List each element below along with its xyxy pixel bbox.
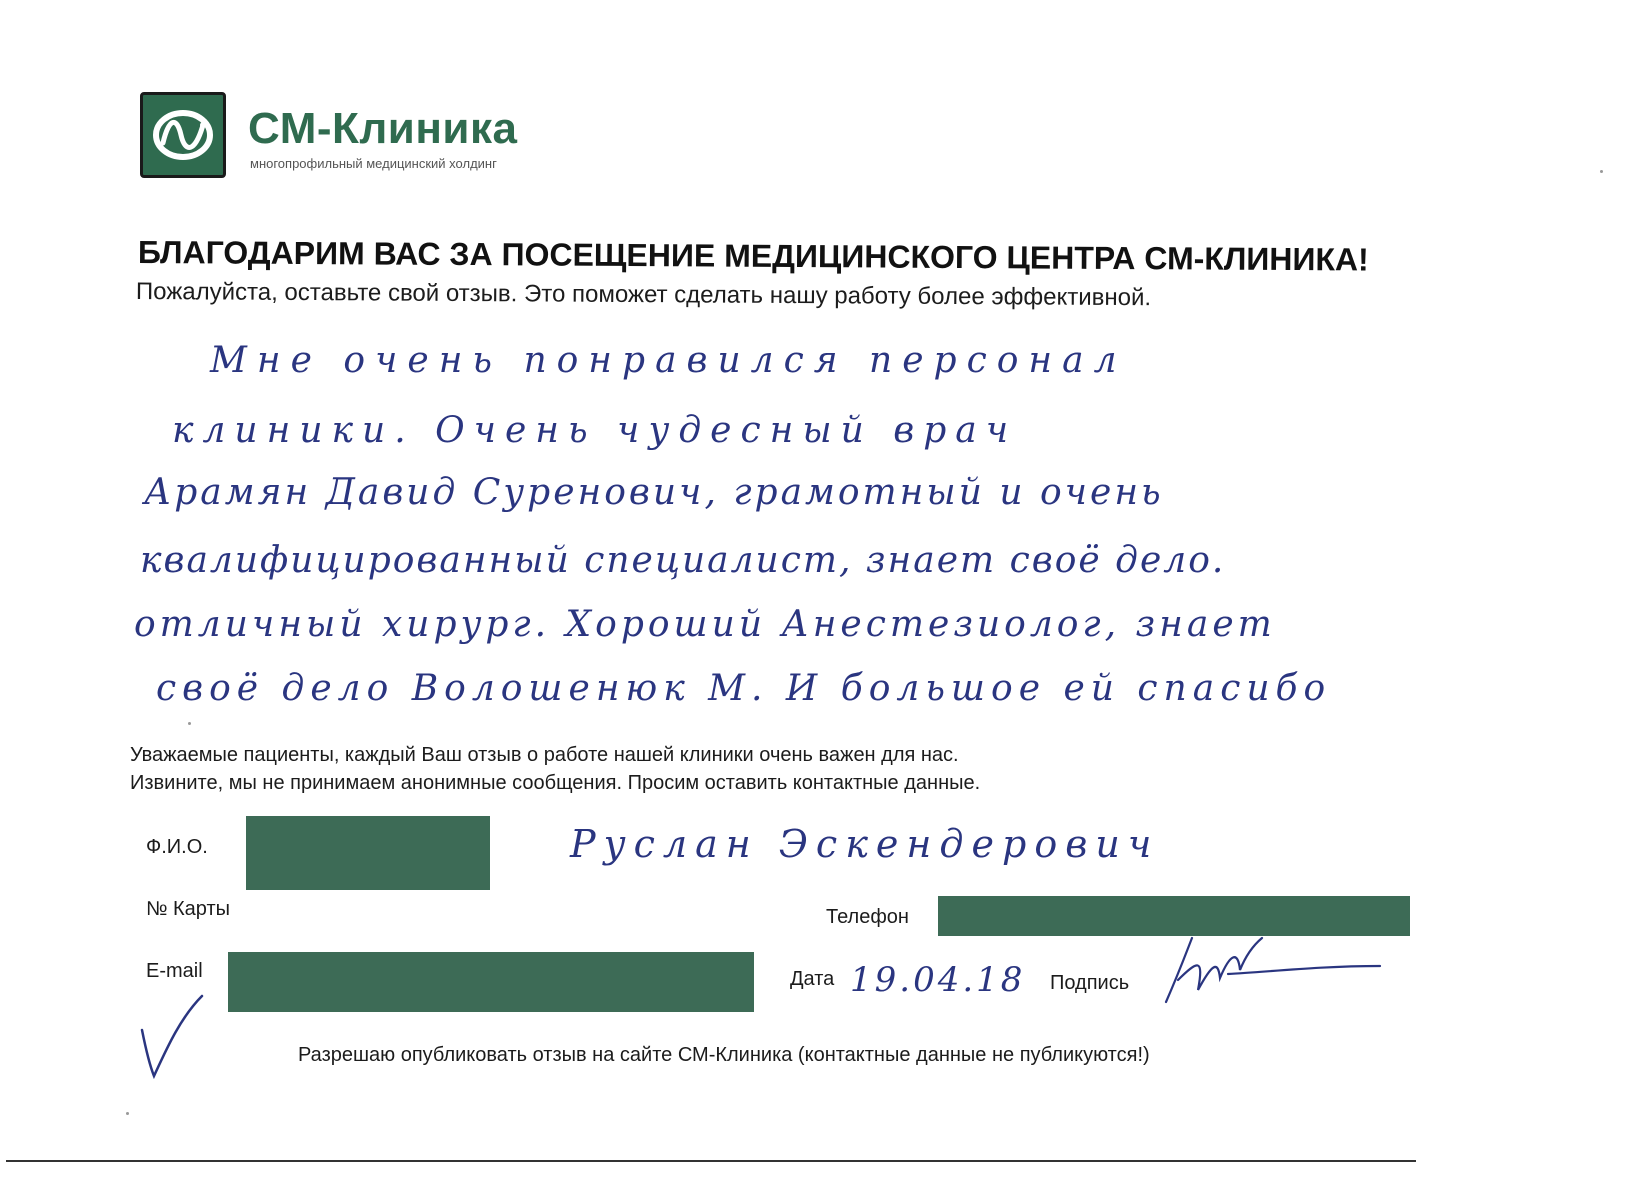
handwritten-signature — [1158, 930, 1388, 1010]
brand-name: СМ-Клиника — [248, 104, 518, 153]
page-title: БЛАГОДАРИМ ВАС ЗА ПОСЕЩЕНИЕ МЕДИЦИНСКОГО ЦЕНТРА СМ-КЛИНИКА! — [137, 234, 1369, 278]
snake-emblem-icon — [143, 95, 223, 175]
phone-label: Телефон — [826, 906, 909, 928]
fio-handwritten-value: Руслан Эскендерович — [570, 822, 1160, 866]
notice-line: Извините, мы не принимаем анонимные сообщения. Просим оставить контактные данные. — [130, 772, 981, 794]
brand-logo — [140, 92, 226, 178]
review-line: Арамян Давид Суренович, грамотный и очень — [144, 472, 1164, 513]
review-line: клиники. Очень чудесный врач — [172, 410, 1018, 451]
date-label: Дата — [790, 968, 835, 990]
scan-speck — [126, 1112, 129, 1115]
scan-speck — [188, 722, 191, 725]
fio-redaction — [246, 816, 490, 890]
scan-speck — [1600, 170, 1603, 173]
signature-label: Подпись — [1050, 972, 1130, 994]
review-line: квалифицированный специалист, знает своё дело. — [140, 540, 1226, 581]
email-label: E-mail — [146, 960, 203, 982]
review-line: отличный хирург. Хороший Анестезиолог, знает — [134, 604, 1276, 645]
page-divider — [6, 1160, 1416, 1162]
notice-line: Уважаемые пациенты, каждый Ваш отзыв о работе нашей клиники очень важен для нас. — [130, 744, 959, 766]
consent-text: Разрешаю опубликовать отзыв на сайте СМ-Клиника (контактные данные не публикуются!) — [298, 1044, 1150, 1066]
date-value: 19.04.18 — [850, 960, 1026, 1000]
email-redaction — [228, 952, 754, 1012]
review-line: своё дело Волошенюк М. И большое ей спасибо — [156, 668, 1332, 709]
card-label: № Карты — [146, 898, 231, 920]
fio-label: Ф.И.О. — [146, 836, 208, 858]
page-subtitle: Пожалуйста, оставьте свой отзыв. Это поможет сделать нашу работу более эффективной. — [135, 278, 1152, 312]
review-line: Мне очень понравился персонал — [210, 340, 1127, 381]
brand-tagline: многопрофильный медицинский холдинг — [250, 156, 497, 171]
checkmark-icon — [136, 990, 208, 1082]
